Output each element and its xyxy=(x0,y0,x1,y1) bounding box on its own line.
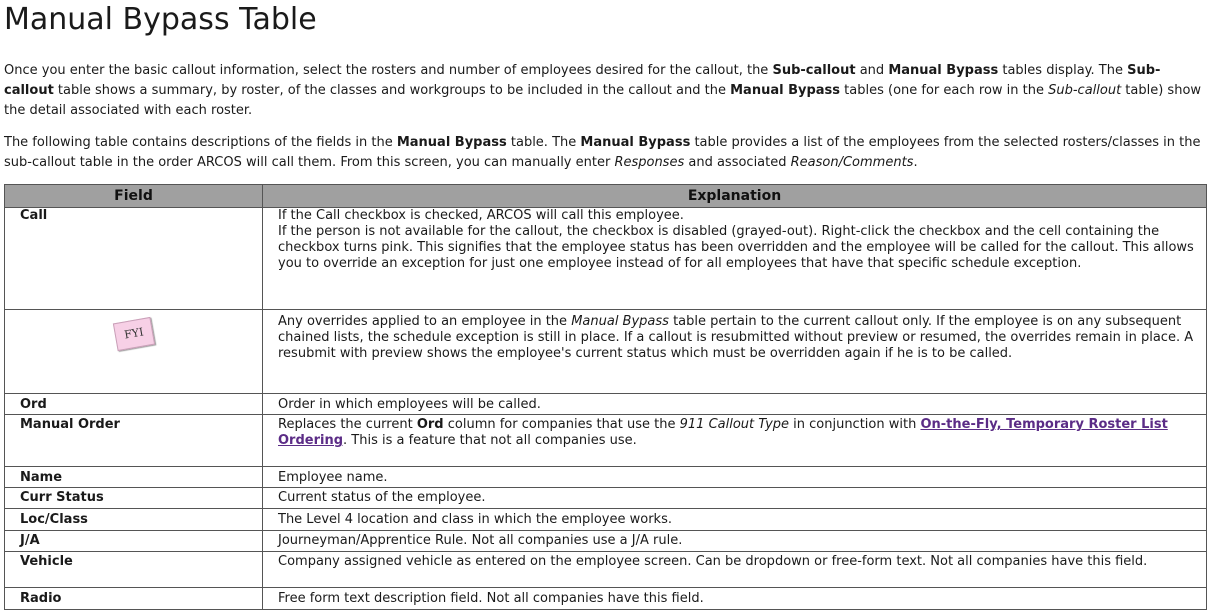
text: The following table contains descriptions of the fields in the xyxy=(4,135,397,150)
text: table) show the detail associated with each roster. xyxy=(4,83,1202,118)
explanation-fyi xyxy=(263,310,1207,394)
field-loc-class: Loc/Class xyxy=(5,509,263,531)
bold-term: Manual Bypass xyxy=(730,83,841,98)
table-header-row xyxy=(5,185,1207,208)
text: table pertain to the current callout only. If the employee is on any subsequent chained lists, the schedule exception is still in place. If a callout is resubmitted without preview or resumed, the overrides remain in place. A resubmit with preview shows the employee's current status which must be overridden again if he is to be called. xyxy=(278,314,1194,361)
text: column for companies that use the xyxy=(443,417,680,432)
text: table provides a list of the employees from the selected rosters/classes in the sub-callout table in the order ARCOS will call them. From this screen, you can manually enter xyxy=(4,135,1201,170)
header-field: Field xyxy=(5,185,263,208)
bold-term: Ord xyxy=(416,417,444,432)
text: tables (one for each row in the xyxy=(840,83,1049,98)
text: table shows a summary, by roster, of the classes and workgroups to be included in the callout and the xyxy=(53,83,731,98)
fyi-note-icon: FYI xyxy=(112,317,154,351)
bold-term: Manual Bypass xyxy=(580,135,691,150)
table-row-ord xyxy=(5,394,1207,415)
table-row-vehicle xyxy=(5,552,1207,588)
field-ja: J/A xyxy=(5,531,263,552)
header-explanation: Explanation xyxy=(263,185,1207,208)
manual-bypass-fields-table xyxy=(4,184,1207,610)
italic-term: 911 Callout Type xyxy=(679,417,790,432)
bold-term: Manual Bypass xyxy=(888,63,999,78)
table-row-fyi xyxy=(5,310,1207,394)
table-row-curr-status xyxy=(5,488,1207,509)
bold-term: Sub-callout xyxy=(4,63,1161,98)
italic-term: Sub-callout xyxy=(1048,83,1122,98)
field-vehicle: Vehicle xyxy=(5,552,263,588)
table-row-radio xyxy=(5,588,1207,610)
explanation-radio: Free form text description field. Not all companies have this field. xyxy=(263,588,1207,610)
field-manual-order: Manual Order xyxy=(5,415,263,467)
text: table. The xyxy=(506,135,581,150)
text: . xyxy=(913,155,918,170)
field-ord: Ord xyxy=(5,394,263,415)
table-row-loc-class xyxy=(5,509,1207,531)
intro-paragraph-1 xyxy=(4,61,1204,121)
italic-term: Manual Bypass xyxy=(571,314,669,329)
table-row-name xyxy=(5,467,1207,488)
text: Once you enter the basic callout information, select the rosters and number of employees desired for the callout, the xyxy=(4,63,773,78)
text: Any overrides applied to an employee in the xyxy=(278,314,572,329)
explanation-line: If the Call checkbox is checked, ARCOS will call this employee. xyxy=(278,208,684,223)
explanation-call xyxy=(263,208,1207,310)
explanation-loc-class: The Level 4 location and class in which the employee works. xyxy=(263,509,1207,531)
explanation-line: If the person is not available for the callout, the checkbox is disabled (grayed-out). Right-click the checkbox and the cell containing the checkbox turns pink. This signifies that the employee status has been overridden and the employee will be called for the callout. This allows you to override an exception for just one employee instead of for all employees that have that specific schedule exception. xyxy=(278,224,1194,271)
field-curr-status: Curr Status xyxy=(5,488,263,509)
text: and xyxy=(855,63,889,78)
explanation-name: Employee name. xyxy=(263,467,1207,488)
field-name: Name xyxy=(5,467,263,488)
page-title: Manual Bypass Table xyxy=(4,2,317,37)
text: in conjunction with xyxy=(789,417,921,432)
italic-term: Reason/Comments xyxy=(790,155,914,170)
table-row-ja xyxy=(5,531,1207,552)
bold-term: Sub-callout xyxy=(772,63,856,78)
field-radio: Radio xyxy=(5,588,263,610)
explanation-vehicle: Company assigned vehicle as entered on the employee screen. Can be dropdown or free-form text. Not all companies have this field. xyxy=(263,552,1207,588)
explanation-ord: Order in which employees will be called. xyxy=(263,394,1207,415)
field-call: Call xyxy=(5,208,263,310)
table-row-manual-order xyxy=(5,415,1207,467)
italic-term: Responses xyxy=(614,155,685,170)
intro-paragraph-2 xyxy=(4,133,1204,173)
explanation-curr-status: Current status of the employee. xyxy=(263,488,1207,509)
on-the-fly-roster-ordering-link[interactable]: On-the-Fly, Temporary Roster List Ordering xyxy=(278,417,1168,448)
text: Replaces the current xyxy=(278,417,417,432)
explanation-manual-order xyxy=(263,415,1207,467)
bold-term: Manual Bypass xyxy=(396,135,507,150)
fyi-cell xyxy=(5,310,263,394)
text: and associated xyxy=(684,155,791,170)
text: tables display. The xyxy=(998,63,1128,78)
explanation-ja: Journeyman/Apprentice Rule. Not all companies use a J/A rule. xyxy=(263,531,1207,552)
table-row-call xyxy=(5,208,1207,310)
text: . This is a feature that not all companies use. xyxy=(343,433,637,448)
